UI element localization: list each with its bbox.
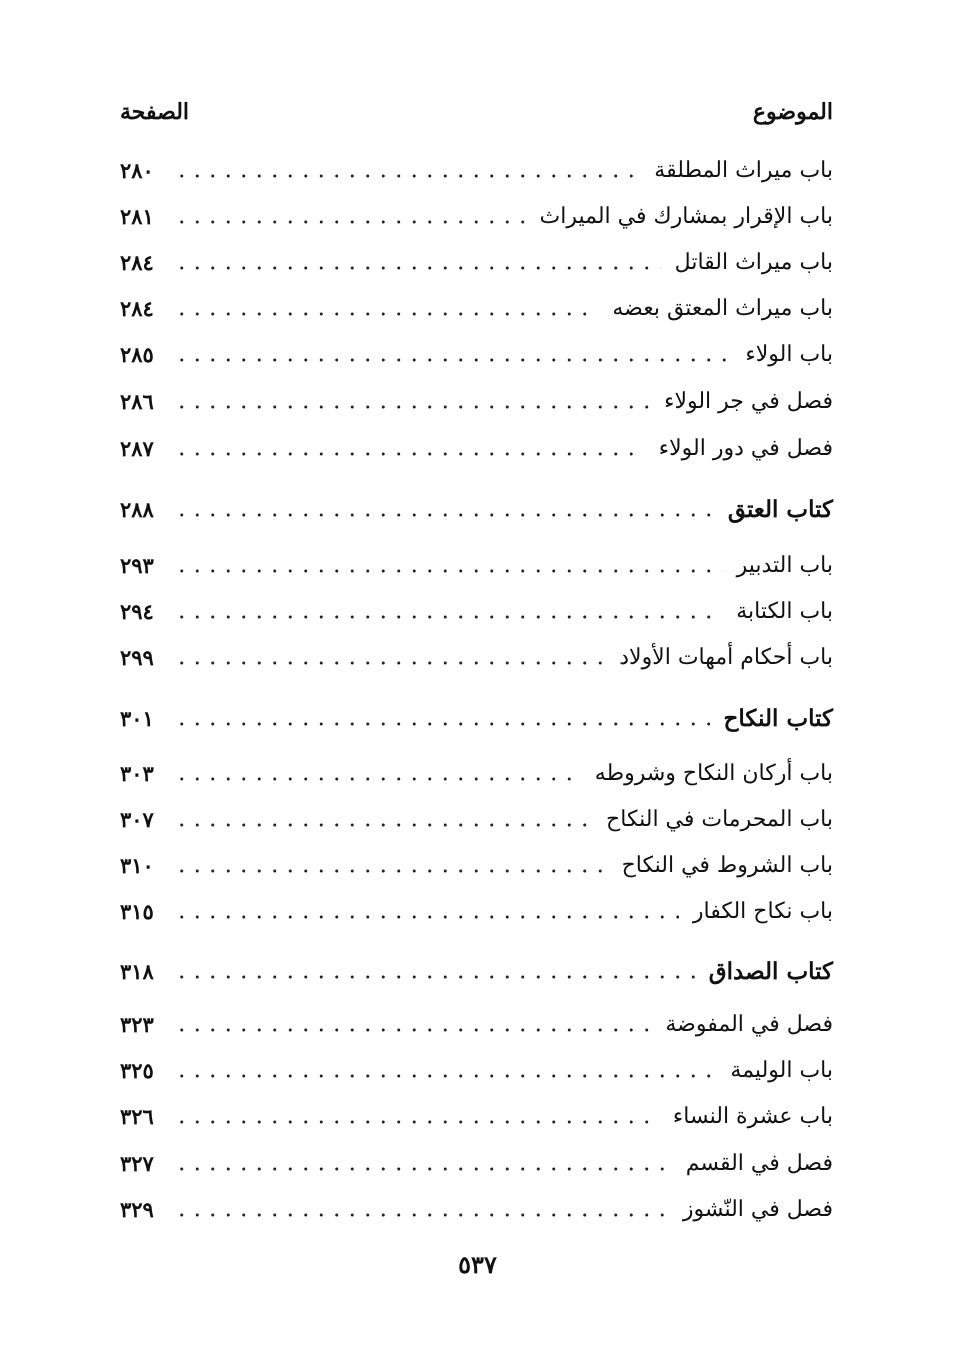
toc-entry-page: ٣١٥ <box>120 898 154 924</box>
dot-leader <box>174 357 731 363</box>
dot-leader <box>174 868 608 874</box>
dot-leader <box>174 974 695 980</box>
toc-entry-title: باب الكتابة <box>736 598 833 624</box>
dot-leader <box>174 219 526 225</box>
dot-leader <box>174 173 640 179</box>
toc-entry <box>120 334 833 374</box>
toc-entry-page: ٢٨١ <box>120 203 154 229</box>
toc-entry-title: باب المحرمات في النكاح <box>606 806 833 832</box>
toc-entry-title: باب ميراث المعتق بعضه <box>612 295 833 321</box>
toc-section-heading <box>120 951 833 991</box>
toc-entry-title: باب الشروط في النكاح <box>621 852 833 878</box>
dot-leader <box>174 721 710 727</box>
toc-entry-page: ٢٨٥ <box>120 341 154 367</box>
dot-leader <box>174 1027 651 1033</box>
toc-entry-page: ٢٨٦ <box>120 388 154 414</box>
dot-leader <box>174 311 598 317</box>
page-column-label: الصفحة <box>120 99 190 125</box>
toc-entry-title: كتاب الصداق <box>708 957 833 985</box>
toc-entry <box>120 1189 833 1229</box>
toc-entry-page: ٣٢٧ <box>120 1150 154 1176</box>
topic-column-label: الموضوع <box>752 99 833 125</box>
toc-entry <box>120 1004 833 1044</box>
toc-entry-page: ٣١٨ <box>120 958 154 984</box>
toc-entry-page: ٣١٠ <box>120 852 154 878</box>
toc-entry <box>120 1143 833 1183</box>
toc-entry-title: كتاب العتق <box>727 495 833 523</box>
toc-entry <box>120 545 833 585</box>
toc-entry-title: باب ميراث القاتل <box>674 249 833 275</box>
toc-entry-title: باب الوليمة <box>730 1057 833 1083</box>
toc-entry-title: باب أركان النكاح وشروطه <box>594 760 833 786</box>
toc-entry-title: فصل في جر الولاء <box>664 388 833 414</box>
toc-entry-title: كتاب النكاح <box>723 704 833 732</box>
toc-entry-page: ٣٢٦ <box>120 1103 154 1129</box>
toc-entry-page: ٢٨٧ <box>120 435 154 461</box>
toc-entry <box>120 591 833 631</box>
toc-entry-page: ٢٩٩ <box>120 644 154 670</box>
dot-leader <box>174 776 581 782</box>
toc-entry-page: ٣٠٣ <box>120 760 154 786</box>
dot-leader <box>174 822 592 828</box>
toc-entry <box>120 242 833 282</box>
toc-entry-title: باب الإقرار بمشارك في الميراث <box>539 203 833 229</box>
toc-entry <box>120 637 833 677</box>
dot-leader <box>174 1073 716 1079</box>
dot-leader <box>174 512 714 518</box>
toc-entry-page: ٣٢٩ <box>120 1196 154 1222</box>
toc-entry <box>120 196 833 236</box>
toc-entry-title: فصل في النّشوز <box>682 1196 833 1222</box>
toc-entry-title: فصل في المفوضة <box>665 1011 833 1037</box>
toc-entry-page: ٢٨٨ <box>120 496 154 522</box>
toc-entry <box>120 845 833 885</box>
toc-entry <box>120 428 833 468</box>
toc-entry-page: ٣٢٣ <box>120 1011 154 1037</box>
toc-entry-page: ٣٠٧ <box>120 806 154 832</box>
dot-leader <box>174 451 645 457</box>
dot-leader <box>174 660 605 666</box>
toc-entry-page: ٢٨٤ <box>120 249 154 275</box>
toc-entry <box>120 381 833 421</box>
toc-entry-title: باب عشرة النساء <box>672 1103 833 1129</box>
toc-entry <box>120 891 833 931</box>
toc-entry <box>120 1096 833 1136</box>
toc-entry-title: باب ميراث المطلقة <box>654 157 833 183</box>
dot-leader <box>174 1166 672 1172</box>
toc-entry-title: باب نكاح الكفار <box>692 898 833 924</box>
toc-entry <box>120 1050 833 1090</box>
toc-entry-page: ٢٨٤ <box>120 295 154 321</box>
toc-entry <box>120 288 833 328</box>
dot-leader <box>174 914 679 920</box>
toc-entry-title: باب الولاء <box>745 341 833 367</box>
toc-entry-page: ٣٠١ <box>120 705 154 731</box>
toc-entry-title: فصل في دور الولاء <box>658 435 833 461</box>
dot-leader <box>174 404 650 410</box>
toc-entry-title: باب التدبير <box>736 552 833 578</box>
toc-entry <box>120 799 833 839</box>
toc-section-heading <box>120 698 833 738</box>
toc-section-heading <box>120 489 833 529</box>
toc-entry-page: ٣٢٥ <box>120 1057 154 1083</box>
toc-entry-page: ٢٨٠ <box>120 157 154 183</box>
dot-leader <box>174 265 661 271</box>
dot-leader <box>174 1119 659 1125</box>
toc-entry <box>120 753 833 793</box>
dot-leader <box>174 1212 669 1218</box>
toc-entry-page: ٢٩٣ <box>120 552 154 578</box>
dot-leader <box>174 614 722 620</box>
toc-entry-title: باب أحكام أمهات الأولاد <box>619 644 833 670</box>
toc-entry <box>120 150 833 190</box>
toc-entry-page: ٢٩٤ <box>120 598 154 624</box>
toc-entry-title: فصل في القسم <box>685 1150 833 1176</box>
page-number: ٥٣٧ <box>458 1250 497 1279</box>
dot-leader <box>174 568 723 574</box>
